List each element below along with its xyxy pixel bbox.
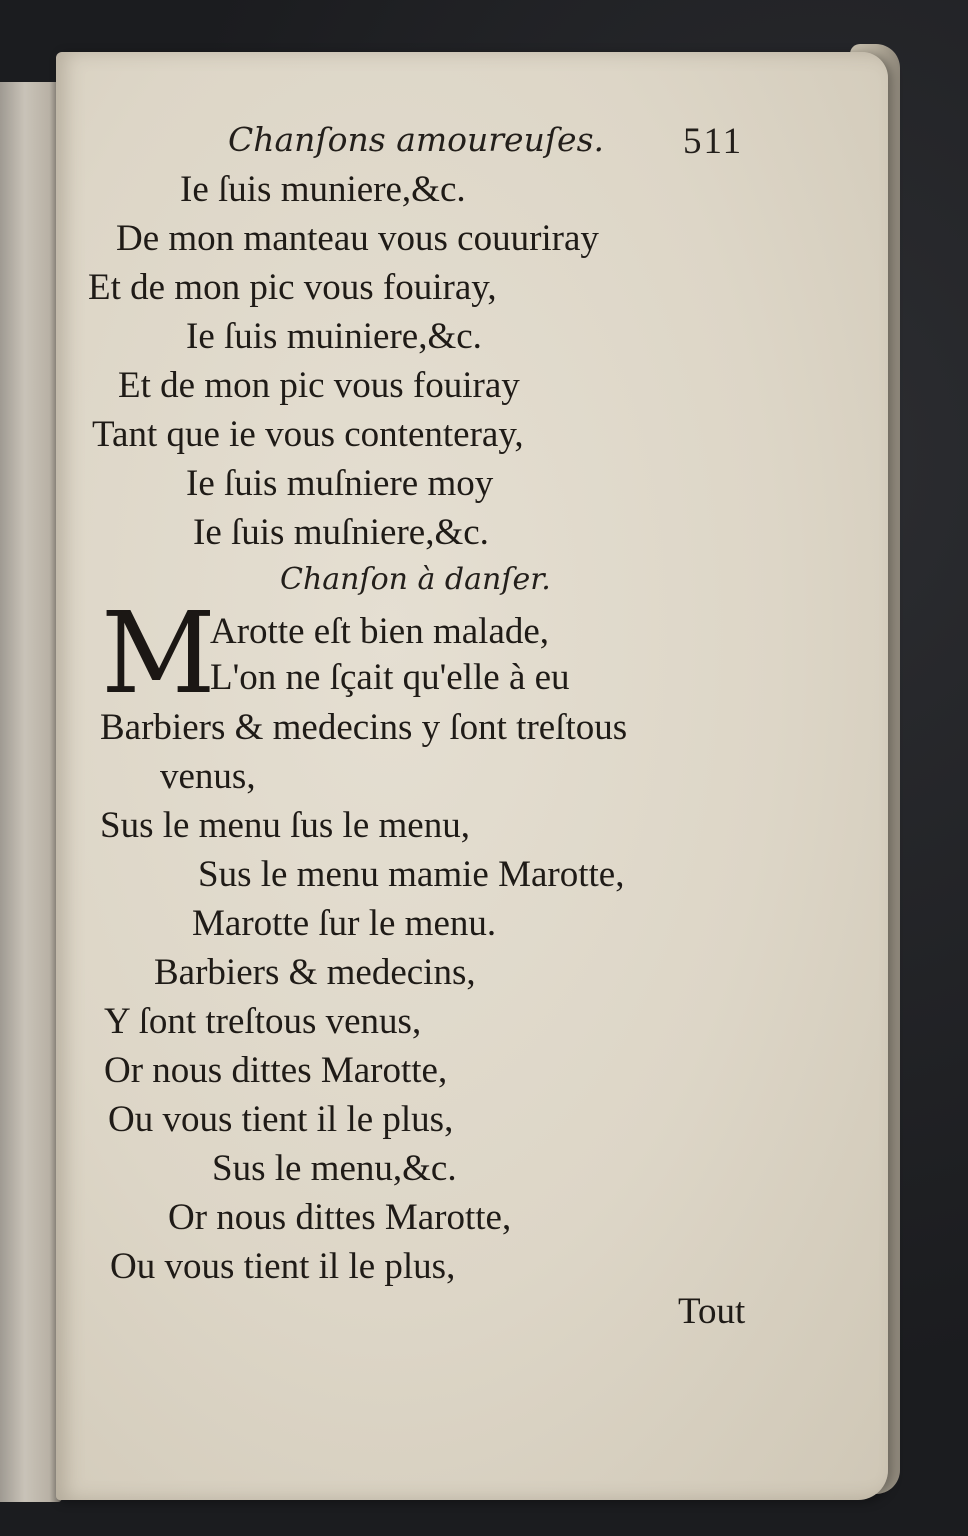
song-line: Barbiers & medecins y ſont treſtous xyxy=(100,707,628,748)
catchword: Tout xyxy=(678,1291,746,1332)
verse-line: Et de mon pic vous fouiray xyxy=(118,365,520,406)
drop-cap: M xyxy=(101,589,216,719)
song-line: Sus le menu mamie Marotte, xyxy=(198,854,625,895)
song-heading: Chanſon à danſer. xyxy=(280,562,551,597)
verse-line: Et de mon pic vous fouiray, xyxy=(88,267,497,308)
song-line: Barbiers & medecins, xyxy=(154,952,476,993)
verse-line: Ie ſuis muiniere,&c. xyxy=(186,316,482,357)
song-line: Sus le menu ſus le menu, xyxy=(100,805,470,846)
song-line: Y ſont treſtous venus, xyxy=(104,1001,422,1042)
song-line: venus, xyxy=(160,756,256,797)
song-line: Marotte ſur le menu. xyxy=(192,903,497,944)
verse-line: Ie ſuis muſniere moy xyxy=(186,463,494,504)
song-line: Arotte eſt bien malade, xyxy=(210,611,550,652)
song-line: Ou vous tient il le plus, xyxy=(108,1099,454,1140)
verse-line: Tant que ie vous contenteray, xyxy=(92,414,524,455)
song-line: Or nous dittes Marotte, xyxy=(104,1050,448,1091)
page-number: 511 xyxy=(683,121,744,162)
verse-line: Ie ſuis muniere,&c. xyxy=(180,169,466,210)
verse-line: Ie ſuis muſniere,&c. xyxy=(193,512,489,553)
song-line: Or nous dittes Marotte, xyxy=(168,1197,512,1238)
song-line: L'on ne ſçait qu'elle à eu xyxy=(210,657,570,698)
verse-line: De mon manteau vous couuriray xyxy=(116,218,599,259)
song-line: Sus le menu,&c. xyxy=(212,1148,457,1189)
song-line: Ou vous tient il le plus, xyxy=(110,1246,456,1287)
running-head: Chanſons amoureuſes. xyxy=(228,120,605,159)
